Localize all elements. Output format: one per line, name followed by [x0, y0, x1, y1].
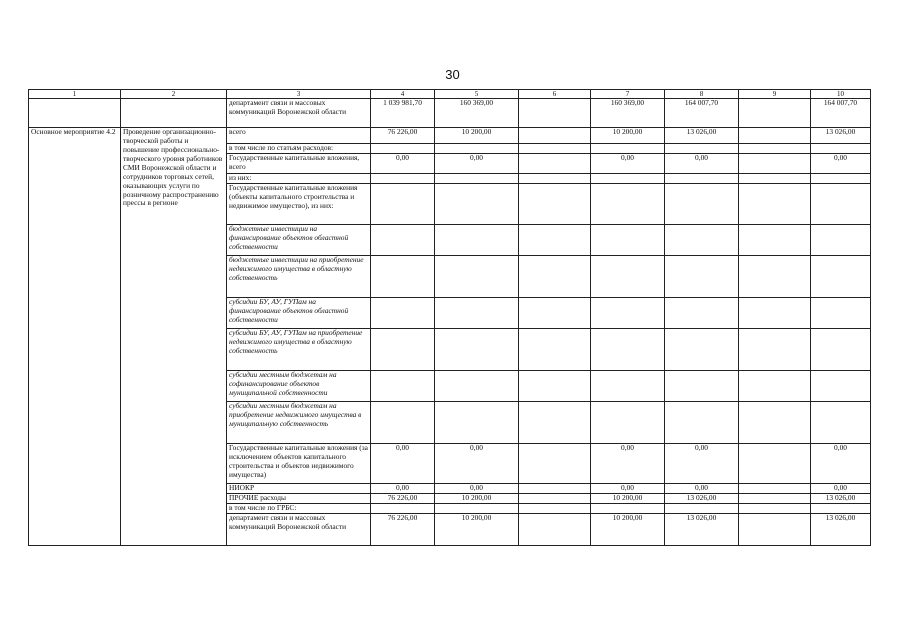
amount-cell	[519, 503, 591, 513]
column-number-header: 4	[371, 90, 435, 99]
amount-cell	[739, 144, 811, 154]
amount-cell	[591, 329, 665, 371]
amount-cell: 76 226,00	[371, 128, 435, 144]
amount-cell	[371, 298, 435, 329]
amount-cell	[591, 144, 665, 154]
amount-cell	[435, 174, 519, 184]
amount-cell: 0,00	[591, 484, 665, 494]
cell-measure-name-empty	[121, 99, 227, 128]
amount-cell	[665, 329, 739, 371]
amount-cell	[519, 513, 591, 545]
amount-cell	[371, 402, 435, 444]
column-number-header: 9	[739, 90, 811, 99]
amount-cell	[519, 484, 591, 494]
amount-cell	[519, 99, 591, 128]
amount-cell: 160 369,00	[591, 99, 665, 128]
amount-cell	[519, 184, 591, 225]
amount-cell	[519, 371, 591, 402]
amount-cell	[371, 144, 435, 154]
amount-cell	[665, 371, 739, 402]
header-row	[29, 90, 871, 99]
amount-cell: 13 026,00	[811, 494, 871, 504]
column-number-header: 6	[519, 90, 591, 99]
amount-cell	[665, 503, 739, 513]
amount-cell	[665, 298, 739, 329]
expense-label-cell: Государственные капитальные вложения (объекты капитального строительства и недвижимое имущество), из них:	[227, 184, 371, 225]
amount-cell	[739, 402, 811, 444]
amount-cell	[371, 184, 435, 225]
expense-label-cell: всего	[227, 128, 371, 144]
amount-cell	[591, 184, 665, 225]
amount-cell	[739, 99, 811, 128]
expense-label-cell: в том числе по ГРБС:	[227, 503, 371, 513]
amount-cell	[739, 484, 811, 494]
measure-code-cell: Основное мероприятие 4.2	[29, 128, 121, 545]
amount-cell	[435, 184, 519, 225]
page-number: 30	[445, 67, 460, 82]
amount-cell: 76 226,00	[371, 513, 435, 545]
amount-cell: 0,00	[811, 154, 871, 174]
amount-cell	[811, 402, 871, 444]
amount-cell	[591, 225, 665, 256]
amount-cell	[739, 371, 811, 402]
amount-cell: 0,00	[591, 154, 665, 174]
amount-cell	[371, 503, 435, 513]
amount-cell: 0,00	[811, 484, 871, 494]
amount-cell	[435, 503, 519, 513]
amount-cell: 13 026,00	[665, 128, 739, 144]
column-number-header: 10	[811, 90, 871, 99]
amount-cell	[519, 402, 591, 444]
column-number-header: 1	[29, 90, 121, 99]
amount-cell	[435, 144, 519, 154]
amount-cell	[435, 256, 519, 298]
amount-cell	[739, 256, 811, 298]
amount-cell	[811, 174, 871, 184]
expense-label-cell: бюджетные инвестиции на приобретение недвижимого имущества в областную собственность	[227, 256, 371, 298]
amount-cell	[591, 256, 665, 298]
column-number-header: 3	[227, 90, 371, 99]
measure-name-cell: Проведение организационно-творческой работы и повышение профессионально-творческого уровня работников СМИ Воронежской области и сотрудников торговых сетей, оказывающих услуги по розничному распространению прессы в регионе	[121, 128, 227, 545]
amount-cell	[591, 402, 665, 444]
amount-cell: 0,00	[435, 484, 519, 494]
amount-cell: 0,00	[665, 484, 739, 494]
amount-cell: 10 200,00	[591, 494, 665, 504]
amount-cell	[665, 225, 739, 256]
amount-cell	[811, 184, 871, 225]
amount-cell	[519, 128, 591, 144]
amount-cell	[665, 402, 739, 444]
amount-cell: 0,00	[371, 484, 435, 494]
amount-cell	[519, 225, 591, 256]
amount-cell	[665, 256, 739, 298]
amount-cell	[811, 503, 871, 513]
amount-cell	[371, 225, 435, 256]
amount-cell: 76 226,00	[371, 494, 435, 504]
amount-cell	[371, 174, 435, 184]
expense-label-cell: субсидии местным бюджетам на приобретение недвижимого имущества в муниципальную собственность	[227, 402, 371, 444]
table-row	[29, 99, 871, 128]
amount-cell	[811, 144, 871, 154]
amount-cell: 0,00	[811, 444, 871, 484]
amount-cell	[665, 144, 739, 154]
expense-label-cell: в том числе по статьям расходов:	[227, 144, 371, 154]
amount-cell	[435, 329, 519, 371]
amount-cell	[519, 298, 591, 329]
column-number-header: 2	[121, 90, 227, 99]
expense-label-cell: из них:	[227, 174, 371, 184]
amount-cell	[739, 513, 811, 545]
amount-cell: 0,00	[591, 444, 665, 484]
amount-cell: 10 200,00	[591, 513, 665, 545]
amount-cell: 0,00	[665, 154, 739, 174]
table-row	[29, 128, 871, 144]
budget-table	[28, 89, 871, 546]
column-number-header: 8	[665, 90, 739, 99]
amount-cell: 10 200,00	[591, 128, 665, 144]
amount-cell	[739, 298, 811, 329]
amount-cell	[739, 503, 811, 513]
amount-cell	[519, 444, 591, 484]
expense-label-cell: субсидии БУ, АУ, ГУПам на приобретение недвижимого имущества в областную собственность	[227, 329, 371, 371]
expense-label-cell: ПРОЧИЕ расходы	[227, 494, 371, 504]
amount-cell: 1 039 981,70	[371, 99, 435, 128]
amount-cell	[519, 256, 591, 298]
amount-cell	[519, 329, 591, 371]
expense-label-cell: Государственные капитальные вложения (за исключением объектов капитального строительства и объектов недвижимого имущества)	[227, 444, 371, 484]
amount-cell: 164 007,70	[665, 99, 739, 128]
amount-cell	[739, 174, 811, 184]
expense-label-cell: субсидии местным бюджетам на софинансирование объектов муниципальной собственности	[227, 371, 371, 402]
amount-cell	[519, 494, 591, 504]
column-number-header: 5	[435, 90, 519, 99]
amount-cell: 164 007,70	[811, 99, 871, 128]
amount-cell	[739, 128, 811, 144]
amount-cell	[665, 184, 739, 225]
expense-label-cell: Государственные капитальные вложения, всего	[227, 154, 371, 174]
amount-cell: 0,00	[435, 444, 519, 484]
amount-cell	[435, 225, 519, 256]
amount-cell: 13 026,00	[665, 494, 739, 504]
amount-cell	[811, 298, 871, 329]
amount-cell	[591, 371, 665, 402]
amount-cell	[739, 329, 811, 371]
amount-cell	[371, 256, 435, 298]
expense-label-cell: департамент связи и массовых коммуникаций Воронежской области	[227, 513, 371, 545]
amount-cell	[435, 371, 519, 402]
amount-cell	[811, 256, 871, 298]
amount-cell	[739, 494, 811, 504]
amount-cell	[435, 402, 519, 444]
amount-cell	[435, 298, 519, 329]
amount-cell	[591, 503, 665, 513]
amount-cell	[519, 154, 591, 174]
expense-label-cell: НИОКР	[227, 484, 371, 494]
amount-cell	[371, 371, 435, 402]
amount-cell	[371, 329, 435, 371]
amount-cell: 10 200,00	[435, 128, 519, 144]
amount-cell	[739, 184, 811, 225]
amount-cell	[591, 174, 665, 184]
amount-cell	[811, 329, 871, 371]
amount-cell	[665, 174, 739, 184]
cell-measure-code-empty	[29, 99, 121, 128]
column-number-header: 7	[591, 90, 665, 99]
amount-cell: 10 200,00	[435, 513, 519, 545]
amount-cell	[739, 154, 811, 174]
amount-cell: 13 026,00	[665, 513, 739, 545]
amount-cell: 0,00	[665, 444, 739, 484]
amount-cell: 160 369,00	[435, 99, 519, 128]
amount-cell: 0,00	[371, 444, 435, 484]
amount-cell: 0,00	[435, 154, 519, 174]
amount-cell: 13 026,00	[811, 128, 871, 144]
amount-cell	[519, 144, 591, 154]
expense-label-cell: субсидии БУ, АУ, ГУПам на финансирование объектов областной собственности	[227, 298, 371, 329]
amount-cell	[811, 371, 871, 402]
amount-cell	[811, 225, 871, 256]
amount-cell	[519, 174, 591, 184]
amount-cell	[739, 225, 811, 256]
amount-cell	[591, 298, 665, 329]
expense-label-cell: департамент связи и массовых коммуникаций Воронежской области	[227, 99, 371, 128]
amount-cell: 10 200,00	[435, 494, 519, 504]
expense-label-cell: бюджетные инвестиции на финансирование объектов областной собственности	[227, 225, 371, 256]
amount-cell: 0,00	[371, 154, 435, 174]
amount-cell: 13 026,00	[811, 513, 871, 545]
amount-cell	[739, 444, 811, 484]
